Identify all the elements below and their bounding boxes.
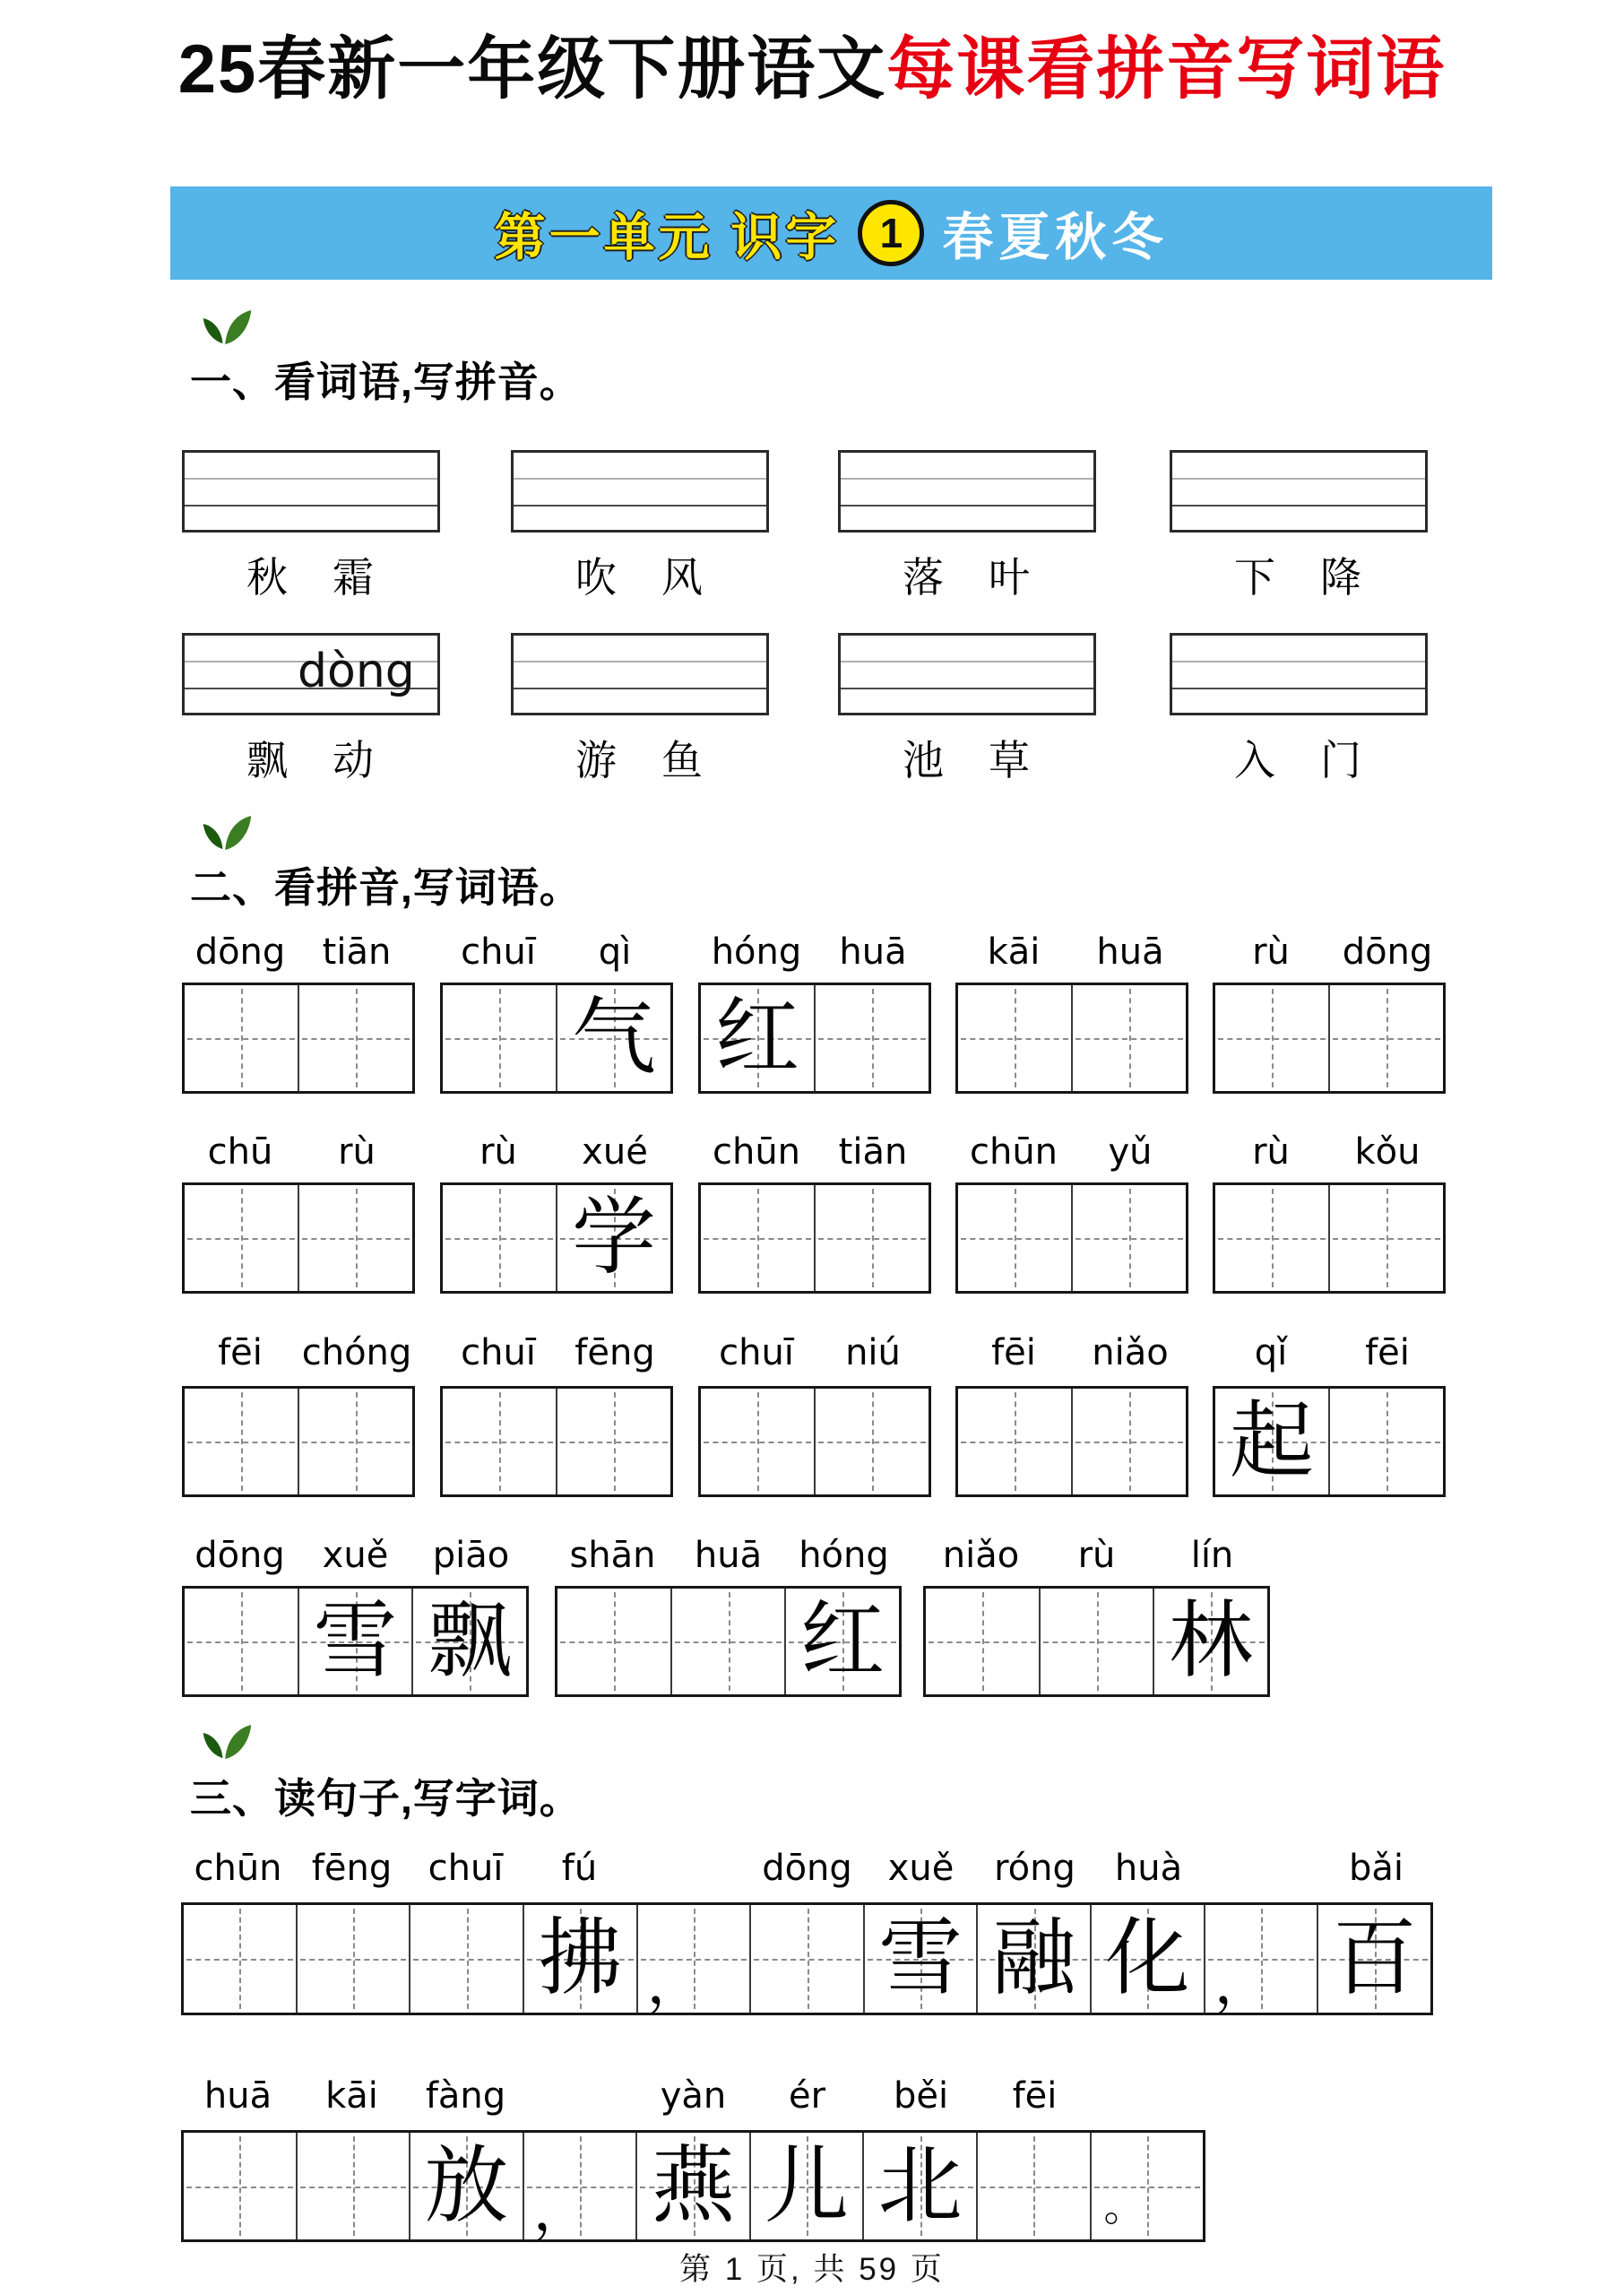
sentence-grid xyxy=(181,1902,1433,2015)
char-cell xyxy=(1317,1905,1430,2013)
pinyin-syllable: niǎo xyxy=(1092,1332,1169,1373)
char-cell xyxy=(556,1389,670,1494)
pinyin-row xyxy=(1213,1130,1446,1173)
char-cell xyxy=(1215,1185,1328,1291)
pinyin-syllable xyxy=(636,1847,750,1890)
pinyin-row xyxy=(955,1331,1188,1374)
char-cell xyxy=(749,2133,863,2239)
tianzige-group xyxy=(1213,1386,1446,1497)
char-cell xyxy=(635,2133,749,2239)
char-cell xyxy=(1328,985,1443,1091)
tianzige-group xyxy=(923,1586,1270,1697)
pinyin-syllable: dōng xyxy=(1342,931,1433,973)
char-cell xyxy=(1071,1185,1186,1291)
pinyin-write-box xyxy=(511,450,769,533)
pinyin-syllable: fú xyxy=(561,1848,598,1889)
pinyin-syllable: hóng xyxy=(799,1535,889,1576)
handwritten-char: 起 xyxy=(1229,1392,1314,1490)
pinyin-syllable: rù xyxy=(1252,1131,1290,1173)
pinyin-syllable: fēi xyxy=(218,1332,263,1373)
word-label: 入 门 xyxy=(1234,738,1363,784)
char-cell xyxy=(184,1905,296,2013)
pinyin-syllable: kǒu xyxy=(1354,1131,1421,1173)
pinyin-syllable: chūn xyxy=(194,1848,282,1889)
char-cell xyxy=(296,2133,410,2239)
char-cell xyxy=(409,1905,523,2013)
pinyin-row xyxy=(181,1847,1433,1890)
pinyin-syllable: niǎo xyxy=(942,1535,1020,1576)
pinyin-syllable: chuī xyxy=(719,1332,794,1373)
unit-label: 第一单元 识字 xyxy=(494,209,841,266)
tianzige-group xyxy=(698,983,931,1094)
lesson-title: 春夏秋冬 xyxy=(942,209,1169,266)
pinyin-row xyxy=(182,1331,415,1374)
char-cell xyxy=(1039,1589,1153,1694)
char-cell xyxy=(185,1185,298,1291)
tianzige-group xyxy=(955,1386,1188,1497)
page-title-black: 25春新一年级下册语文 xyxy=(177,31,887,108)
pinyin-row xyxy=(698,1130,931,1173)
pinyin-syllable: rù xyxy=(1077,1535,1116,1576)
pinyin-syllable: huā xyxy=(839,931,907,973)
handwritten-char: 燕 xyxy=(651,2136,736,2235)
char-cell xyxy=(784,1589,899,1694)
section3-heading: 三、读句子,写字词。 xyxy=(190,1775,582,1822)
tianzige-group xyxy=(440,1386,673,1497)
pinyin-syllable: qǐ xyxy=(1254,1332,1288,1373)
handwritten-char: 红 xyxy=(714,989,799,1087)
handwritten-char: 拂 xyxy=(538,1910,623,2007)
tianzige-group xyxy=(440,1182,673,1294)
tianzige-group xyxy=(182,1182,415,1294)
pinyin-syllable: chūn xyxy=(712,1131,801,1173)
char-cell xyxy=(926,1589,1039,1694)
handwritten-char: 儿 xyxy=(764,2136,850,2235)
pinyin-row xyxy=(955,931,1188,974)
handwritten-char: 林 xyxy=(1169,1592,1254,1690)
pinyin-syllable: fēi xyxy=(991,1332,1036,1373)
tianzige-group xyxy=(555,1586,902,1697)
pinyin-row xyxy=(555,1534,902,1577)
char-cell xyxy=(1071,985,1186,1091)
pinyin-syllable: běi xyxy=(893,2075,949,2117)
section2-heading: 二、看拼音,写词语。 xyxy=(190,864,582,911)
page-title-red: 每课看拼音写词语 xyxy=(886,31,1447,108)
pinyin-syllable: lín xyxy=(1190,1535,1234,1576)
pinyin-syllable: dōng xyxy=(194,931,286,973)
pinyin-syllable: tiān xyxy=(838,1131,908,1173)
char-cell xyxy=(701,1185,814,1291)
pinyin-syllable: bǎi xyxy=(1348,1848,1404,1889)
pinyin-row xyxy=(181,2074,1205,2117)
leaf-icon xyxy=(201,1723,253,1761)
pinyin-write-box xyxy=(511,633,769,715)
char-cell xyxy=(1204,1905,1317,2017)
pinyin-syllable: huā xyxy=(203,2075,272,2117)
char-cell xyxy=(443,1185,556,1291)
pinyin-syllable: kāi xyxy=(325,2075,378,2117)
char-cell xyxy=(814,1389,929,1494)
pinyin-syllable: rù xyxy=(479,1131,517,1173)
pinyin-syllable: chuī xyxy=(428,1848,504,1889)
handwritten-char: 雪 xyxy=(313,1592,398,1690)
char-cell xyxy=(411,1589,526,1694)
char-cell xyxy=(298,1589,412,1694)
pinyin-syllable: kāi xyxy=(987,931,1041,973)
pinyin-syllable: fēng xyxy=(311,1848,393,1889)
pinyin-syllable xyxy=(523,2074,636,2117)
word-label: 飘 动 xyxy=(246,738,376,784)
tianzige-group xyxy=(182,1586,529,1697)
pinyin-row xyxy=(923,1534,1270,1577)
pinyin-syllable: chuī xyxy=(461,931,536,973)
pinyin-syllable: yàn xyxy=(660,2075,727,2117)
pinyin-row xyxy=(698,931,931,974)
word-label: 落 叶 xyxy=(903,555,1032,601)
char-cell xyxy=(523,1905,636,2013)
char-cell xyxy=(814,985,929,1091)
pinyin-syllable: fàng xyxy=(425,2075,506,2117)
pinyin-syllable xyxy=(1205,1847,1319,1890)
leaf-icon xyxy=(201,814,253,852)
char-cell xyxy=(701,985,814,1091)
char-cell xyxy=(1071,1389,1186,1494)
pinyin-row xyxy=(1213,1331,1446,1374)
tianzige-group xyxy=(698,1386,931,1497)
char-cell xyxy=(862,2133,976,2239)
char-cell xyxy=(1215,985,1328,1091)
punctuation-mark: ， xyxy=(532,2178,591,2244)
handwritten-char: 气 xyxy=(571,989,656,1087)
lesson-number-badge: 1 xyxy=(858,200,924,266)
tianzige-group xyxy=(182,1386,415,1497)
tianzige-group xyxy=(955,983,1188,1094)
char-cell xyxy=(814,1185,929,1291)
pinyin-answer: dòng xyxy=(298,645,415,698)
char-cell xyxy=(185,1389,298,1494)
pinyin-row xyxy=(955,1130,1188,1173)
char-cell xyxy=(958,1389,1071,1494)
pinyin-syllable: piāo xyxy=(432,1535,510,1576)
pinyin-syllable: xuě xyxy=(322,1535,389,1576)
handwritten-char: 融 xyxy=(991,1910,1076,2007)
pinyin-row xyxy=(182,1130,415,1173)
pinyin-syllable: rù xyxy=(338,1131,376,1173)
pinyin-row xyxy=(440,931,673,974)
tianzige-group xyxy=(955,1182,1188,1294)
char-cell xyxy=(976,1905,1090,2013)
pinyin-syllable: dōng xyxy=(194,1535,285,1576)
handwritten-char: 化 xyxy=(1105,1910,1190,2007)
pinyin-syllable: dōng xyxy=(762,1848,852,1889)
pinyin-syllable: qì xyxy=(598,931,632,973)
handwritten-char: 放 xyxy=(424,2136,509,2235)
tianzige-group xyxy=(698,1182,931,1294)
pinyin-write-box xyxy=(182,450,440,533)
char-cell xyxy=(296,1905,410,2013)
pinyin-row xyxy=(182,931,415,974)
char-cell xyxy=(976,2133,1090,2239)
pinyin-syllable: shān xyxy=(569,1535,656,1576)
pinyin-row xyxy=(698,1331,931,1374)
pinyin-syllable: tiān xyxy=(322,931,392,973)
char-cell xyxy=(670,1589,785,1694)
pinyin-syllable: chuī xyxy=(461,1332,536,1373)
word-label: 秋 霜 xyxy=(246,555,376,601)
char-cell xyxy=(185,1589,298,1694)
word-label: 池 草 xyxy=(903,738,1032,784)
char-cell xyxy=(443,1389,556,1494)
page-title xyxy=(0,30,1624,108)
pinyin-syllable: yǔ xyxy=(1108,1131,1153,1173)
tianzige-group xyxy=(1213,983,1446,1094)
punctuation-mark: ， xyxy=(646,1951,704,2017)
punctuation-mark: 。 xyxy=(1103,2182,1145,2230)
char-cell xyxy=(863,1905,977,2013)
pinyin-syllable: rù xyxy=(1252,931,1290,973)
pinyin-row xyxy=(440,1130,673,1173)
unit-banner xyxy=(170,186,1492,280)
char-cell xyxy=(298,1185,412,1291)
char-cell xyxy=(1090,1905,1204,2013)
char-cell xyxy=(409,2133,523,2239)
char-cell xyxy=(523,2133,636,2244)
pinyin-syllable: chū xyxy=(207,1131,273,1173)
punctuation-mark: ， xyxy=(1214,1951,1272,2017)
pinyin-syllable: fēi xyxy=(1365,1332,1410,1373)
pinyin-syllable: ér xyxy=(788,2075,826,2117)
pinyin-syllable: xuě xyxy=(887,1848,955,1889)
pinyin-row xyxy=(1213,931,1446,974)
char-cell xyxy=(298,985,412,1091)
pinyin-syllable: huā xyxy=(1096,931,1164,973)
pinyin-write-box xyxy=(182,633,440,715)
pinyin-syllable: fēi xyxy=(1012,2075,1058,2117)
handwritten-char: 北 xyxy=(877,2136,963,2235)
sentence-grid xyxy=(181,2130,1205,2242)
pinyin-row xyxy=(440,1331,673,1374)
char-cell xyxy=(749,1905,863,2013)
handwritten-char: 百 xyxy=(1332,1910,1417,2007)
char-cell xyxy=(1215,1389,1328,1494)
char-cell xyxy=(1328,1185,1443,1291)
pinyin-syllable: hóng xyxy=(711,931,802,973)
word-label: 吹 风 xyxy=(575,555,704,601)
char-cell xyxy=(185,985,298,1091)
char-cell xyxy=(556,985,670,1091)
char-cell xyxy=(1090,2133,1204,2239)
char-cell xyxy=(298,1389,412,1494)
char-cell xyxy=(701,1389,814,1494)
pinyin-write-box xyxy=(1170,450,1428,533)
tianzige-group xyxy=(1213,1182,1446,1294)
pinyin-syllable xyxy=(1092,2074,1205,2117)
char-cell xyxy=(443,985,556,1091)
pinyin-syllable: róng xyxy=(994,1848,1075,1889)
pinyin-syllable: niú xyxy=(845,1332,901,1373)
pinyin-syllable: huà xyxy=(1114,1848,1183,1889)
char-cell xyxy=(184,2133,296,2239)
word-label: 下 降 xyxy=(1234,555,1363,601)
pinyin-row xyxy=(182,1534,529,1577)
handwritten-char: 雪 xyxy=(878,1910,963,2007)
char-cell xyxy=(958,1185,1071,1291)
handwritten-char: 红 xyxy=(800,1592,885,1690)
handwritten-char: 学 xyxy=(571,1189,656,1286)
char-cell xyxy=(556,1185,670,1291)
char-cell xyxy=(636,1905,750,2017)
pinyin-syllable: chūn xyxy=(969,1131,1058,1173)
char-cell xyxy=(958,985,1071,1091)
pinyin-syllable: fēng xyxy=(574,1332,655,1373)
pinyin-syllable: huā xyxy=(694,1535,763,1576)
page-footer: 第 1 页, 共 59 页 xyxy=(679,2252,945,2287)
leaf-icon xyxy=(201,308,253,346)
tianzige-group xyxy=(182,983,415,1094)
tianzige-group xyxy=(440,983,673,1094)
word-label: 游 鱼 xyxy=(575,738,704,784)
section1-heading: 一、看词语,写拼音。 xyxy=(190,359,582,405)
char-cell xyxy=(1328,1389,1443,1494)
char-cell xyxy=(557,1589,670,1694)
pinyin-syllable: xué xyxy=(582,1131,648,1173)
pinyin-write-box xyxy=(838,633,1096,715)
handwritten-char: 飘 xyxy=(428,1592,513,1690)
pinyin-write-box xyxy=(1170,633,1428,715)
pinyin-syllable: chóng xyxy=(301,1332,412,1373)
char-cell xyxy=(1153,1589,1267,1694)
pinyin-write-box xyxy=(838,450,1096,533)
